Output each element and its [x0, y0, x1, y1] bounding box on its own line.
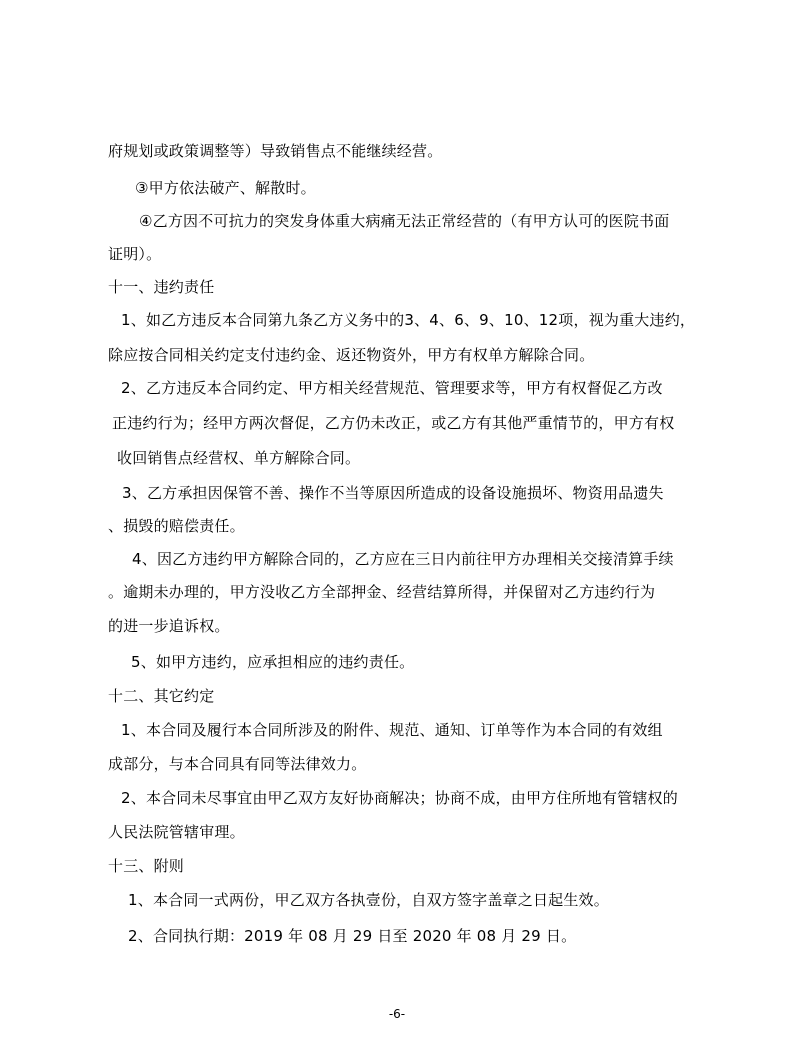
section-heading: 十三、附则 [108, 857, 185, 875]
text-line: 2、乙方违反本合同约定、甲方相关经营规范、管理要求等，甲方有权督促乙方改 [121, 379, 663, 397]
text-line: 府规划或政策调整等）导致销售点不能继续经营。 [108, 142, 443, 160]
text-line: 。逾期未办理的，甲方没收乙方全部押金、经营结算所得，并保留对乙方违约行为 [108, 583, 656, 601]
text-line: 5、如甲方违约，应承担相应的违约责任。 [131, 653, 415, 671]
text-line: 人民法院管辖审理。 [108, 823, 245, 841]
text-line: ③甲方依法破产、解散时。 [135, 179, 316, 197]
text-line: 4、因乙方违约甲方解除合同的，乙方应在三日内前往甲方办理相关交接清算手续 [132, 550, 674, 568]
text-line: 、损毁的赔偿责任。 [108, 517, 245, 535]
text-line: 正违约行为；经甲方两次督促，乙方仍未改正，或乙方有其他严重情节的，甲方有权 [112, 414, 675, 432]
section-heading: 十二、其它约定 [108, 687, 215, 705]
text-line: 3、乙方承担因保管不善、操作不当等原因所造成的设备设施损坏、物资用品遗失 [122, 484, 664, 502]
text-line: 2、本合同未尽事宜由甲乙双方友好协商解决；协商不成，由甲方住所地有管辖权的 [121, 789, 678, 807]
text-line: 的进一步追诉权。 [108, 617, 230, 635]
text-line: 1、本合同一式两份，甲乙双方各执壹份，自双方签字盖章之日起生效。 [128, 891, 609, 909]
text-line: 证明）。 [108, 245, 162, 263]
text-line: 1、本合同及履行本合同所涉及的附件、规范、通知、订单等作为本合同的有效组 [121, 721, 663, 739]
page-number: -6- [388, 1007, 406, 1021]
text-line: 除应按合同相关约定支付违约金、返还物资外，甲方有权单方解除合同。 [108, 346, 595, 364]
text-line: 收回销售点经营权、单方解除合同。 [117, 449, 361, 467]
text-line: ④乙方因不可抗力的突发身体重大病痛无法正常经营的（有甲方认可的医院书面 [139, 212, 670, 230]
text-line: 2、合同执行期：2019 年 08 月 29 日至 2020 年 08 月 29 日。 [128, 927, 577, 945]
text-line: 1、如乙方违反本合同第九条乙方义务中的3、4、6、9、10、12项，视为重大违约， [121, 311, 696, 329]
text-line: 成部分，与本合同具有同等法律效力。 [108, 755, 367, 773]
section-heading: 十一、违约责任 [108, 278, 215, 296]
